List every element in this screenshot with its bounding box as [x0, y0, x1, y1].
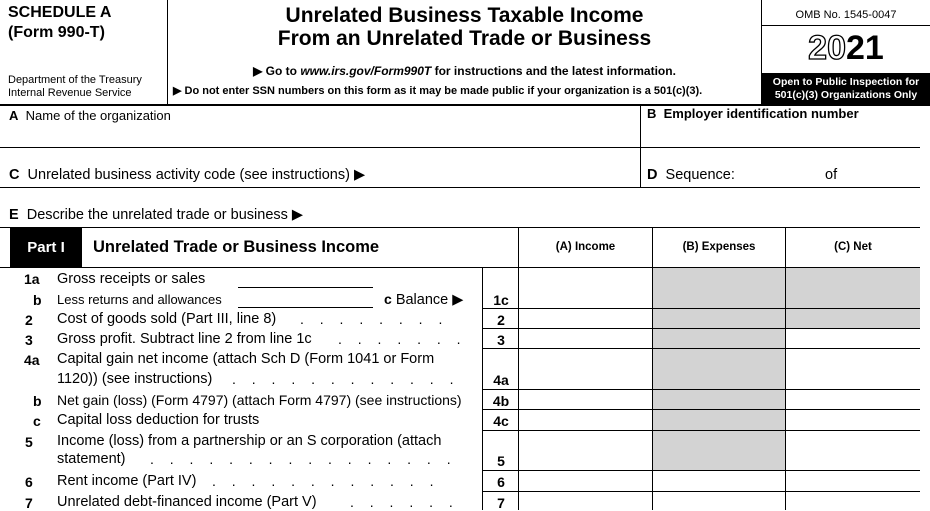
line-1c-box: 1c [493, 292, 509, 308]
shaded-cell [653, 329, 785, 409]
line-4b-label: Net gain (loss) (Form 4797) (attach Form 4797) (see instructions) [57, 392, 462, 408]
sequence-number-input[interactable] [745, 164, 820, 186]
line-1c-label [384, 291, 463, 308]
line-4a-label-2: 1120)) (see instructions) [57, 371, 213, 387]
sequence-of-label: of [825, 167, 838, 183]
line-4b-income-input[interactable] [519, 390, 652, 409]
line-4a-number: 4a [24, 352, 40, 368]
part-badge: Part I [10, 228, 82, 267]
line-4c-box: 4c [493, 413, 509, 429]
leader-dots: . . . . . . . . . . . . [232, 371, 460, 387]
line-2-number: 2 [25, 312, 33, 328]
field-e-letter: E [9, 207, 19, 223]
department-line-1: Department of the Treasury [8, 74, 142, 86]
instruction-line-1 [168, 64, 761, 78]
field-d-letter: D [647, 167, 658, 183]
department-name [8, 74, 142, 100]
leader-dots: . . . . . . . [338, 331, 467, 347]
leader-dots: . . . . . . . . . . . . [212, 473, 440, 489]
line-1c-text: Balance ▶ [391, 292, 464, 308]
line-5-label-1: Income (loss) from a partnership or an S corporation (attach [57, 433, 442, 449]
column-header-income: (A) Income [555, 241, 616, 253]
line-2-box: 2 [497, 312, 505, 328]
schedule-title: SCHEDULE A [8, 4, 112, 21]
line-1a-label: Gross receipts or sales [57, 271, 206, 287]
shaded-cell [786, 268, 920, 328]
public-inspection-banner [762, 73, 930, 104]
gross-receipts-input[interactable] [238, 287, 373, 288]
line-6-label: Rent income (Part IV) [57, 473, 197, 489]
line-7-income-input[interactable] [519, 492, 652, 510]
line-1c-letter: c [384, 291, 392, 307]
field-e-label [9, 207, 303, 223]
line-4a-label-1: Capital gain net income (attach Sch D (Form 1041 or Form [57, 351, 435, 367]
field-a-letter: A [9, 108, 19, 123]
year-suffix: 21 [846, 29, 884, 67]
line-7-box: 7 [497, 495, 505, 511]
line-3-number: 3 [25, 332, 33, 348]
banner-line-1: Open to Public Inspection for [772, 76, 920, 88]
line-3-income-input[interactable] [519, 329, 652, 348]
shaded-cell [653, 431, 785, 471]
line-4c-label: Capital loss deduction for trusts [57, 412, 260, 428]
field-c-text: Unrelated business activity code (see instructions) ▶ [27, 167, 366, 183]
field-b-text: Employer identification number [663, 106, 859, 121]
line-7-label: Unrelated debt-financed income (Part V) [57, 494, 317, 510]
line-4c-number: c [33, 413, 41, 429]
title-line-2: From an Unrelated Trade or Business [277, 27, 652, 50]
form-title [168, 4, 761, 50]
field-d-label [647, 167, 735, 183]
leader-dots: . . . . . . . . [300, 311, 449, 327]
shaded-cell [653, 410, 785, 430]
tax-year [762, 28, 930, 68]
line-6-number: 6 [25, 474, 33, 490]
field-b-label [647, 106, 859, 121]
line-1b-number: b [33, 292, 42, 308]
shaded-cell [653, 268, 785, 328]
department-line-2: Internal Revenue Service [8, 87, 132, 99]
title-line-1: Unrelated Business Taxable Income [285, 4, 644, 27]
trade-description-input[interactable] [330, 204, 920, 226]
instruction-suffix: for instructions and the latest information. [431, 64, 676, 78]
line-6-box: 6 [497, 474, 505, 490]
line-4c-income-input[interactable] [519, 410, 652, 430]
line-6-income-input[interactable] [519, 471, 652, 491]
column-header-expenses: (B) Expenses [682, 241, 756, 253]
line-5-box: 5 [497, 453, 505, 469]
omb-number: OMB No. 1545-0047 [795, 9, 897, 21]
line-2-income-input[interactable] [519, 309, 652, 328]
line-7-number: 7 [25, 495, 33, 511]
leader-dots: . . . . . . [350, 494, 459, 510]
organization-name-input[interactable] [20, 124, 636, 146]
line-4a-box: 4a [493, 372, 509, 388]
field-a-text: Name of the organization [25, 108, 171, 123]
banner-line-2: 501(c)(3) Organizations Only [774, 89, 918, 101]
line-4b-box: 4b [492, 393, 510, 409]
field-c-label [9, 167, 365, 183]
instruction-line-2: ▶ Do not enter SSN numbers on this form as it may be made public if your organization is a 501(c)(3). [173, 85, 703, 97]
line-1c-income-input[interactable] [519, 289, 652, 308]
sequence-total-input[interactable] [845, 164, 920, 186]
line-5-label-2: statement) [57, 451, 126, 467]
line-4a-income-input[interactable] [519, 349, 652, 389]
part-title: Unrelated Trade or Business Income [93, 238, 380, 256]
line-2-label: Cost of goods sold (Part III, line 8) [57, 311, 277, 327]
line-4b-number: b [33, 393, 42, 409]
field-b-letter: B [647, 106, 657, 121]
line-5-number: 5 [25, 434, 33, 450]
line-3-label: Gross profit. Subtract line 2 from line 1c [57, 331, 312, 347]
line-5-income-input[interactable] [519, 431, 652, 470]
field-e-text: Describe the unrelated trade or business ▶ [26, 207, 304, 223]
field-c-letter: C [9, 167, 20, 183]
field-a-label [9, 108, 171, 123]
leader-dots: . . . . . . . . . . . . . . . . [150, 451, 457, 467]
activity-code-input[interactable] [390, 164, 635, 186]
instruction-prefix: ▶ Go to [253, 64, 301, 78]
ein-input[interactable] [647, 124, 927, 146]
form-reference: (Form 990-T) [8, 24, 105, 41]
irs-link[interactable]: www.irs.gov/Form990T [300, 64, 432, 78]
column-header-net: (C) Net [834, 241, 872, 253]
line-1b-label: Less returns and allowances [57, 292, 222, 307]
line-3-box: 3 [497, 332, 505, 348]
year-prefix: 20 [808, 29, 846, 67]
field-d-text: Sequence: [665, 167, 735, 183]
line-1a-number: 1a [24, 271, 40, 287]
returns-allowances-input[interactable] [238, 307, 373, 308]
